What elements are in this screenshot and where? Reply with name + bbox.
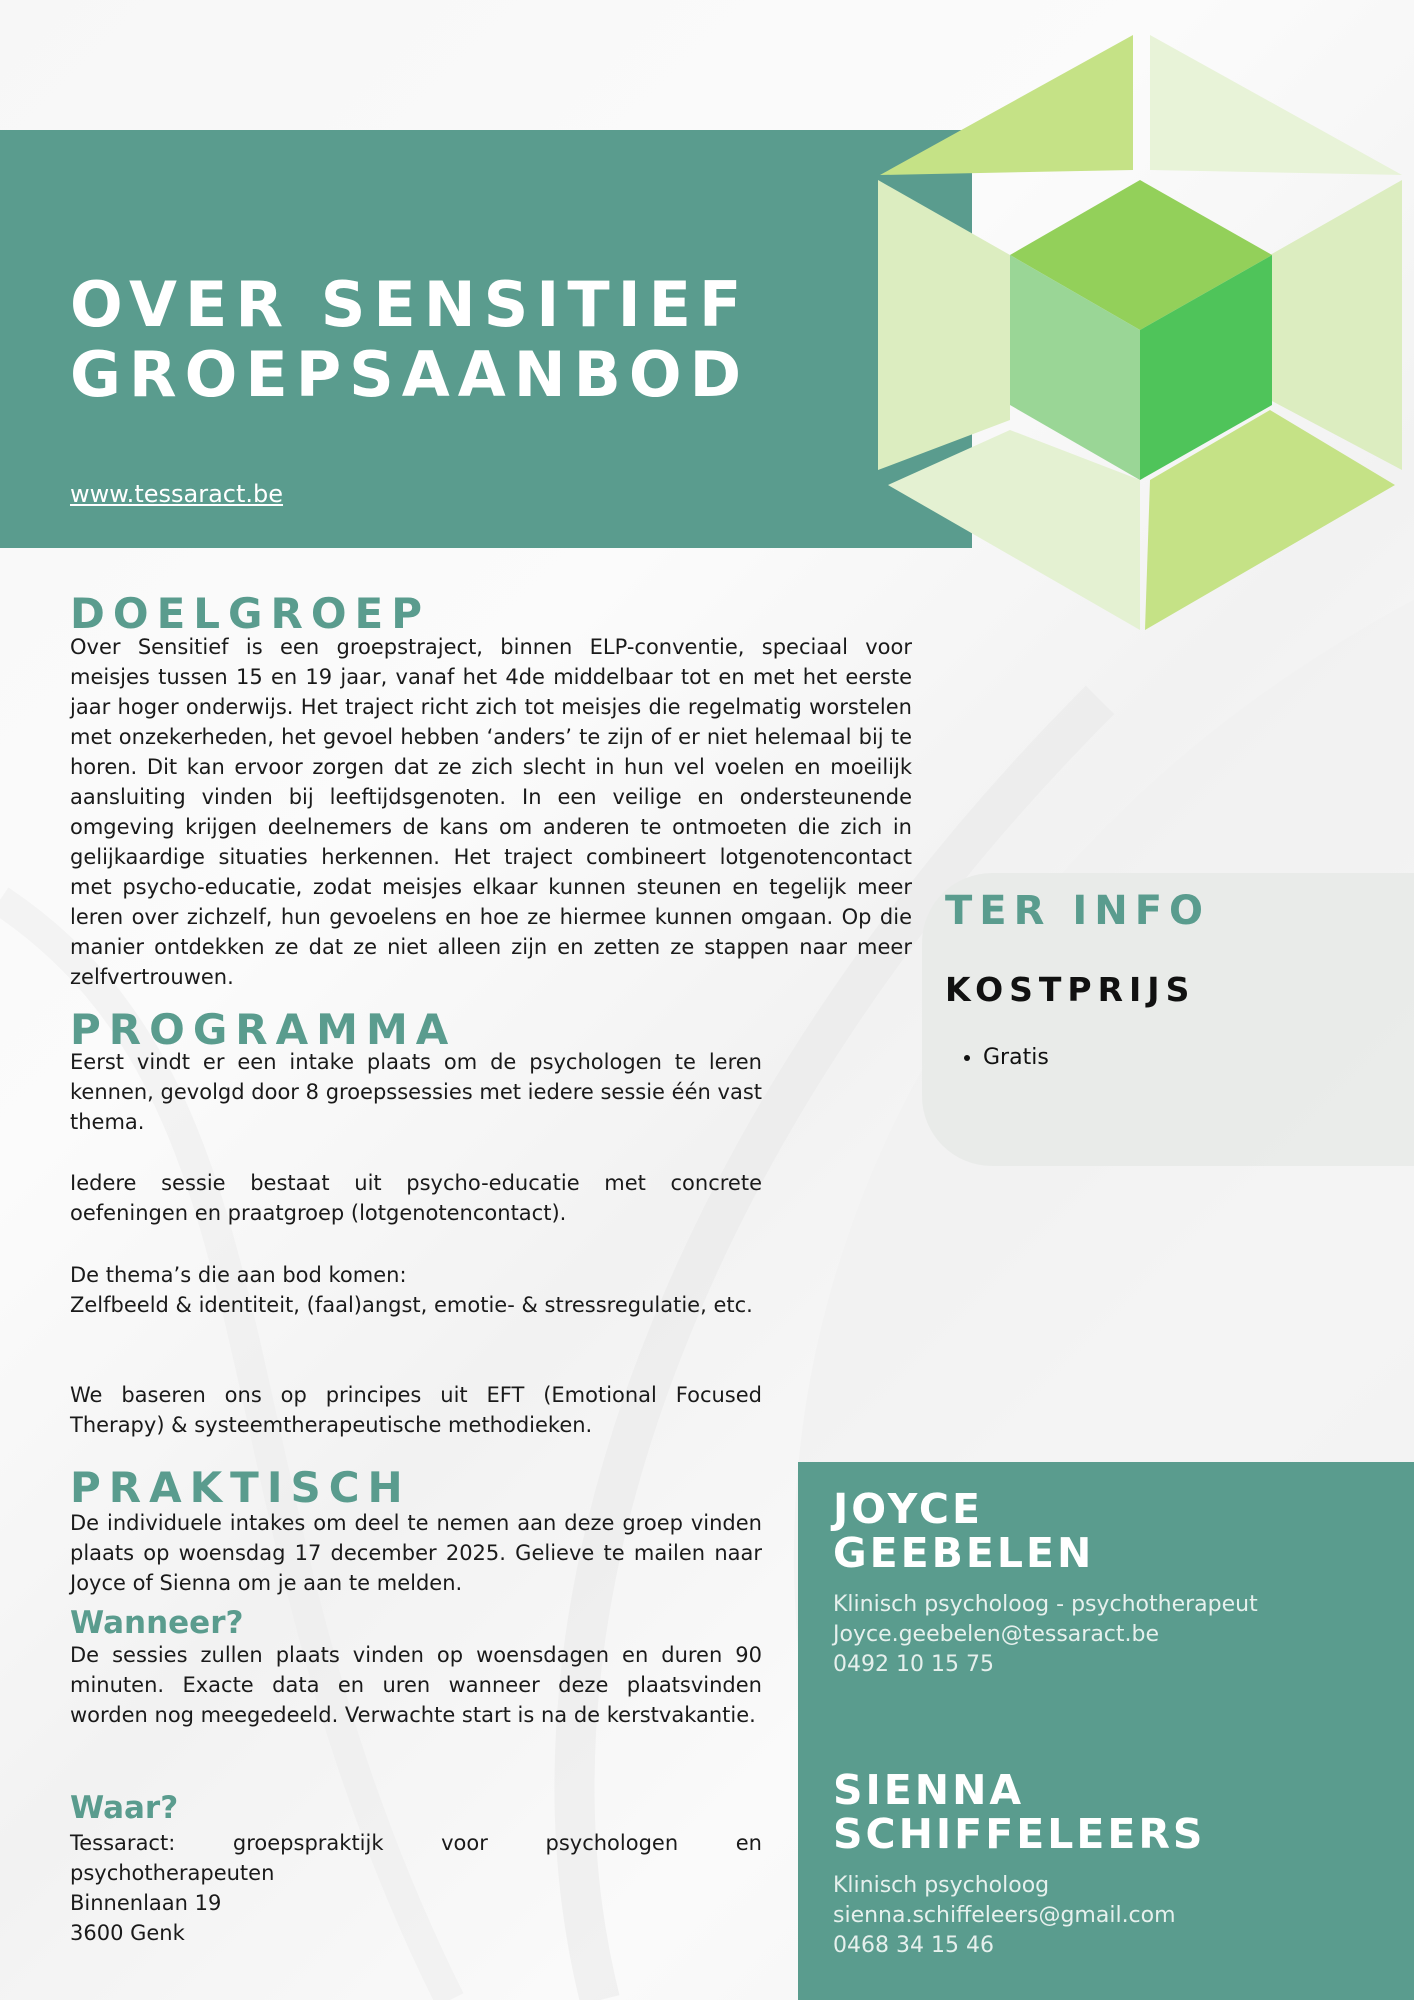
kostprijs-heading: KOSTPRIJS (945, 970, 1196, 1009)
contact-last-name: GEEBELEN (833, 1529, 1095, 1577)
kostprijs-list (945, 1045, 1049, 1070)
contact-role: Klinisch psycholoog (833, 1873, 1050, 1898)
wanneer-text: De sessies zullen plaats vinden op woensdagen en duren 90 minuten. Exacte data en uren wanneer deze plaatsvinden worden nog meegedeeld. Verwachte start is na de kerstvakantie. (70, 1643, 762, 1727)
tesseract-cube-logo (870, 30, 1410, 640)
programma-themes-label: De thema’s die aan bod komen: (70, 1263, 407, 1287)
waar-address-name: Tessaract: groepspraktijk voor psychologen en psychotherapeuten (70, 1831, 762, 1885)
contact-role: Klinisch psycholoog - psychotherapeut (833, 1592, 1258, 1617)
page-title (70, 270, 749, 410)
info-heading: TER INFO (945, 888, 1211, 934)
contact-name-joyce (833, 1487, 1094, 1575)
contact-first-name: SIENNA (833, 1766, 1025, 1814)
programma-heading: PROGRAMMA (70, 1005, 457, 1054)
title-line-2: GROEPSAANBOD (70, 338, 750, 411)
programma-methods: We baseren ons op principes uit EFT (Emotional Focused Therapy) & systeemtherapeutische methodieken. (70, 1383, 762, 1437)
doelgroep-heading: DOELGROEP (70, 589, 431, 638)
wanneer-heading: Wanneer? (70, 1605, 244, 1641)
website-link[interactable]: www.tessaract.be (70, 480, 284, 508)
programma-themes: Zelfbeeld & identiteit, (faal)angst, emotie- & stressregulatie, etc. (70, 1293, 753, 1317)
contact-phone[interactable]: 0468 34 15 46 (833, 1933, 994, 1958)
contact-first-name: JOYCE (833, 1485, 983, 1533)
contact-last-name: SCHIFFELEERS (833, 1810, 1206, 1858)
kostprijs-item: • Gratis (983, 1045, 1049, 1070)
contact-name-sienna (833, 1768, 1205, 1856)
praktisch-heading: PRAKTISCH (70, 1463, 411, 1512)
praktisch-text: De individuele intakes om deel te nemen aan deze groep vinden plaats op woensdag 17 december 2025. Gelieve te mailen naar Joyce of Sienna om je aan te melden. (70, 1511, 762, 1595)
programma-sessions: Iedere sessie bestaat uit psycho-educatie met concrete oefeningen en praatgroep (lotgenotencontact). (70, 1171, 762, 1225)
waar-street: Binnenlaan 19 (70, 1891, 222, 1915)
contact-phone[interactable]: 0492 10 15 75 (833, 1652, 994, 1677)
doelgroep-text: Over Sensitief is een groepstraject, binnen ELP-conventie, speciaal voor meisjes tussen 15 en 19 jaar, vanaf het 4de middelbaar tot en met het eerste jaar hoger onderwijs. Het traject richt zich tot meisjes die regelmatig worstelen met onzekerheden, het gevoel hebben ‘anders’ te zijn of er niet helemaal bij te horen. Dit kan ervoor zorgen dat ze zich slecht in hun vel voelen en moeilijk aansluiting vinden bij leeftijdsgenoten. In een veilige en ondersteunende omgeving krijgen deelnemers de kans om anderen te ontmoeten die zich in gelijkaardige situaties herkennen. Het traject combineert lotgenotencontact met psycho-educatie, zodat meisjes elkaar kunnen steunen en tegelijk meer leren over zichzelf, hun gevoelens en hoe ze hiermee kunnen omgaan. Op die manier ontdekken ze dat ze niet alleen zijn en zetten ze stappen naar meer zelfvertrouwen. (70, 635, 912, 989)
waar-heading: Waar? (70, 1790, 179, 1826)
title-line-1: OVER SENSITIEF (70, 268, 750, 341)
contact-email[interactable]: Joyce.geebelen@tessaract.be (833, 1622, 1160, 1647)
contact-email[interactable]: sienna.schiffeleers@gmail.com (833, 1903, 1176, 1928)
waar-city: 3600 Genk (70, 1921, 185, 1945)
programma-intro: Eerst vindt er een intake plaats om de psychologen te leren kennen, gevolgd door 8 groepssessies met iedere sessie één vast thema. (70, 1050, 762, 1134)
